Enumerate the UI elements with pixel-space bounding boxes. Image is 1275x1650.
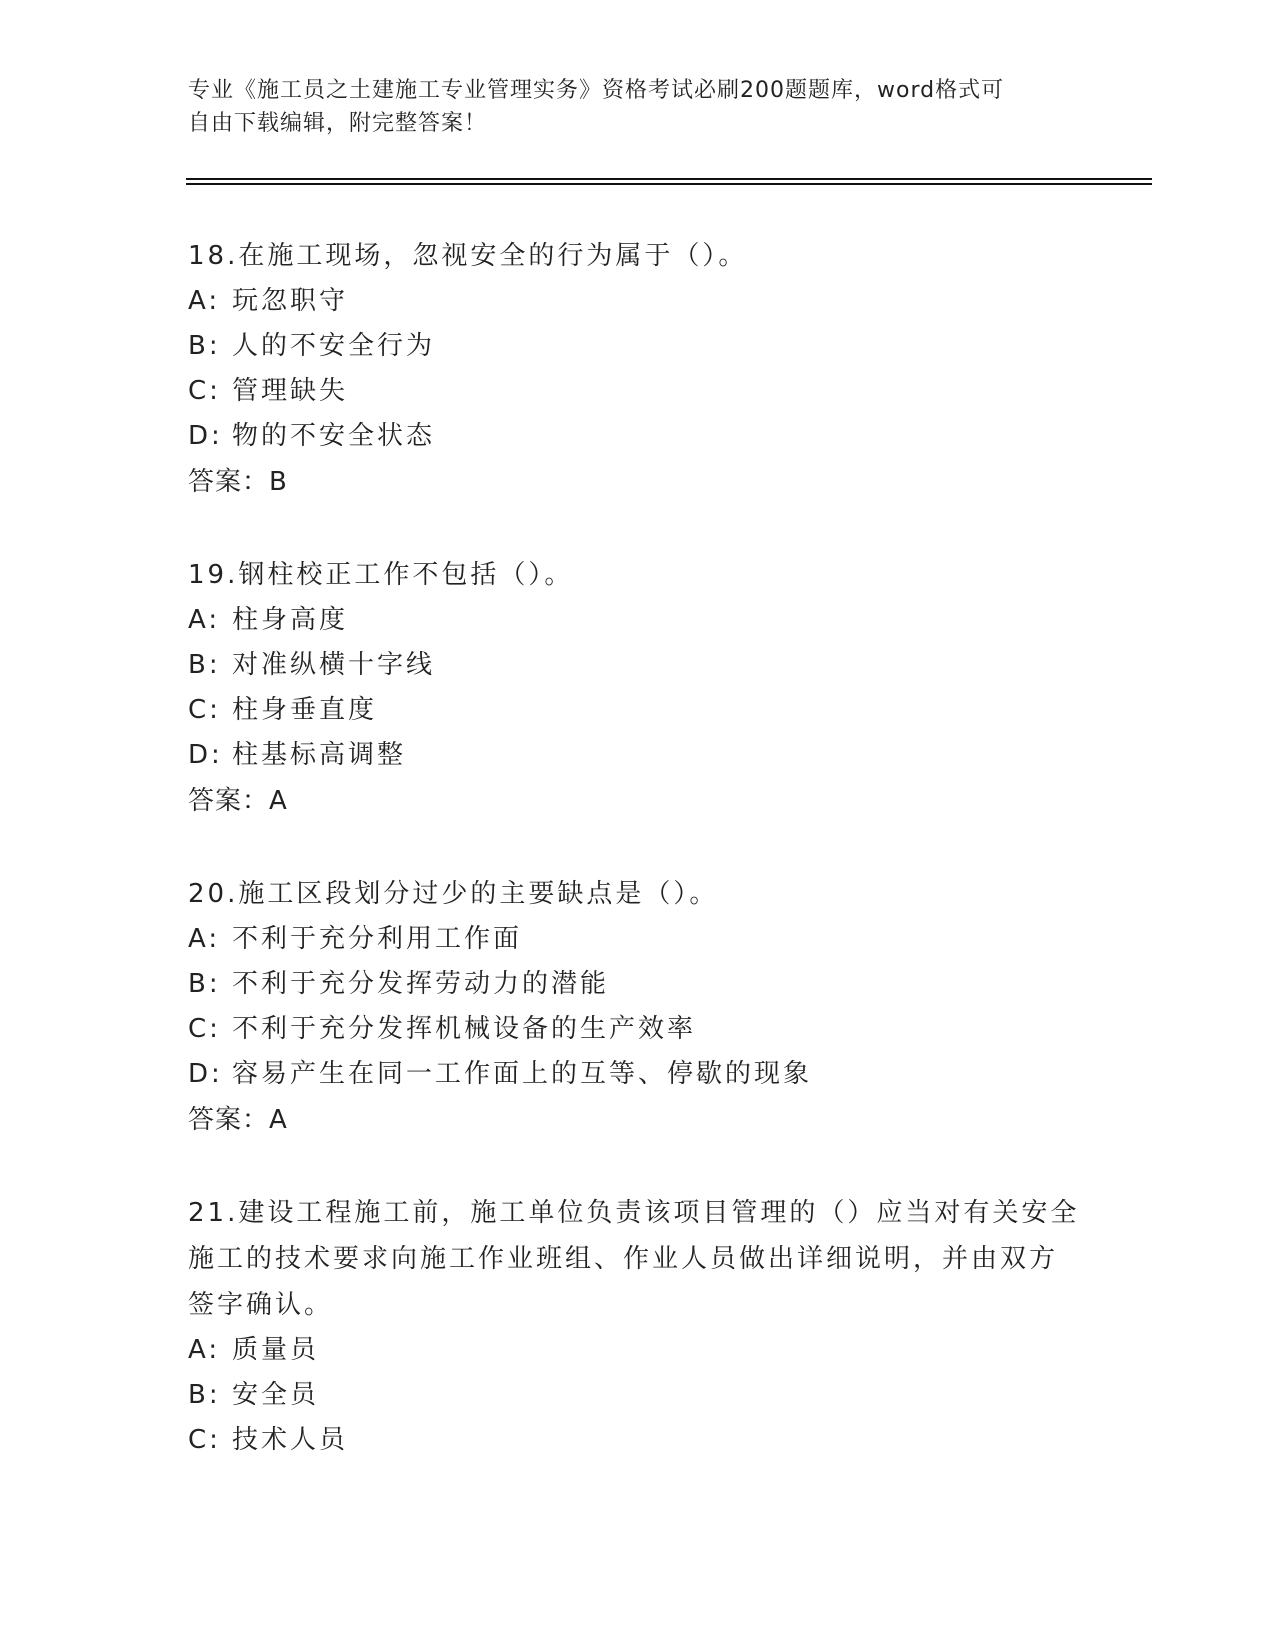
option-b [188,643,1088,688]
question-stem: 20.施工区段划分过少的主要缺点是（）。 [188,879,719,909]
option-text: 管理缺失 [232,376,349,406]
option-text: 不利于充分利用工作面 [232,924,523,954]
option-letter: B: [188,969,221,999]
option-a [188,279,1088,324]
option-text: 对准纵横十字线 [232,650,436,680]
option-text: 柱基标高调整 [232,740,407,770]
option-text: 柱身垂直度 [232,695,378,725]
option-d [188,414,1088,459]
option-letter: C: [188,1014,221,1044]
header-divider-top [186,178,1152,180]
option-c [188,369,1088,414]
option-letter: A: [188,924,221,954]
header-line-1: 专业《施工员之土建施工专业管理实务》资格考试必刷200题题库，word格式可 [188,78,1005,103]
option-a [188,917,1088,962]
answer-line: 答案：A [188,786,288,816]
option-text: 玩忽职守 [232,286,349,316]
option-text: 容易产生在同一工作面上的互等、停歇的现象 [232,1059,813,1089]
option-a [188,1328,1088,1373]
question-18 [188,233,1088,505]
option-c [188,1418,1088,1463]
answer-line: 答案：B [188,467,288,497]
option-letter: A: [188,1335,221,1365]
question-20 [188,871,1088,1143]
document-header [188,74,1068,140]
question-stem-line-1: 21.建设工程施工前，施工单位负责该项目管理的（）应当对有关安全 [188,1198,1080,1228]
option-text: 技术人员 [232,1425,349,1455]
option-letter: A: [188,286,221,316]
option-letter: C: [188,695,221,725]
option-letter: B: [188,650,221,680]
option-letter: B: [188,331,221,361]
answer-line: 答案：A [188,1105,288,1135]
option-d [188,1052,1088,1097]
question-stem-line-3: 签字确认。 [188,1290,334,1320]
option-c [188,688,1088,733]
option-letter: C: [188,376,221,406]
option-text: 安全员 [232,1380,320,1410]
option-letter: D: [188,1059,223,1089]
option-text: 不利于充分发挥劳动力的潜能 [232,969,610,999]
header-divider-bottom [186,183,1152,185]
option-letter: D: [188,421,223,451]
option-letter: C: [188,1425,221,1455]
option-text: 质量员 [232,1335,320,1365]
question-19 [188,552,1088,824]
question-stem-line-2: 施工的技术要求向施工作业班组、作业人员做出详细说明，并由双方 [188,1244,1059,1274]
option-text: 柱身高度 [232,605,349,635]
option-text: 人的不安全行为 [232,331,436,361]
header-line-2: 自由下载编辑，附完整答案！ [188,111,488,136]
option-letter: B: [188,1380,221,1410]
question-21 [188,1190,1088,1463]
option-b [188,324,1088,369]
option-d [188,733,1088,778]
option-text: 物的不安全状态 [232,421,436,451]
option-b [188,1373,1088,1418]
option-letter: D: [188,740,223,770]
option-c [188,1007,1088,1052]
option-a [188,598,1088,643]
option-b [188,962,1088,1007]
question-stem: 19.钢柱校正工作不包括（）。 [188,560,574,590]
option-text: 不利于充分发挥机械设备的生产效率 [232,1014,697,1044]
question-stem: 18.在施工现场，忽视安全的行为属于（）。 [188,241,748,271]
option-letter: A: [188,605,221,635]
